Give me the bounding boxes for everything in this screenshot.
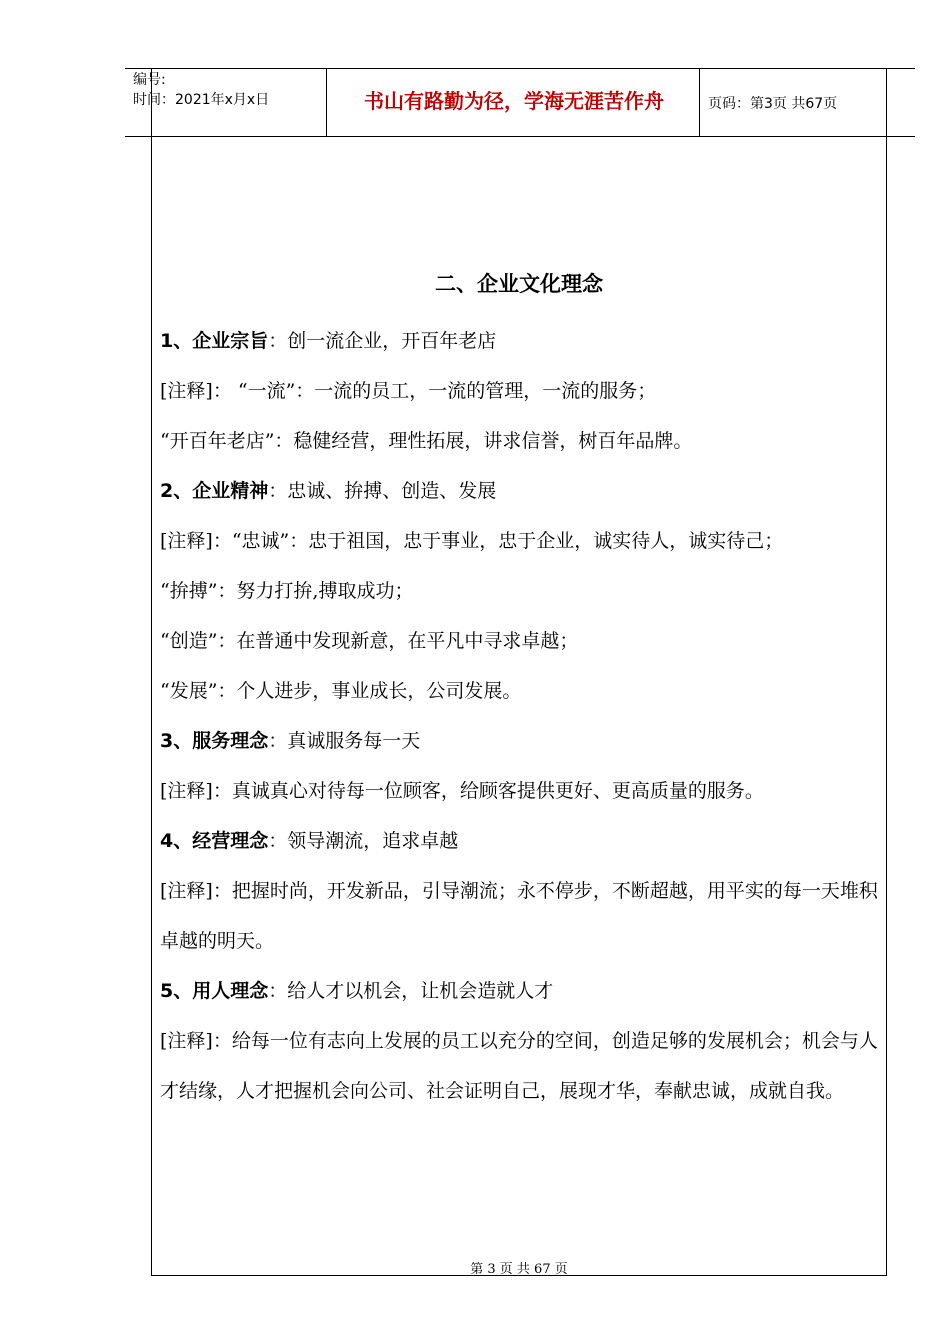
header-divider-left (326, 68, 327, 136)
paragraph (160, 316, 884, 366)
section-title: 二、企业文化理念 (435, 272, 603, 296)
item-text: ：给人才以机会，让机会造就人才 (268, 980, 554, 1002)
paragraph: [注释]： “一流”：一流的员工，一流的管理，一流的服务； (160, 380, 657, 402)
item-heading: 1、企业宗旨 (160, 330, 269, 352)
header-page-info: 页码：第3页 共67页 (708, 96, 838, 112)
item-text: ：真诚服务每一天 (268, 730, 421, 752)
paragraph (160, 966, 884, 1016)
item-text: ：忠诚、拚搏、创造、发展 (268, 480, 497, 502)
paragraph: [注释]：给每一位有志向上发展的员工以充分的空间，创造足够的发展机会；机会与人才结缘，人才把握机会向公司、社会证明自己，展现才华，奉献忠诚，成就自我。 (160, 1030, 878, 1102)
paragraph: [注释]：真诚真心对待每一位顾客，给顾客提供更好、更高质量的服务。 (160, 780, 764, 802)
item-heading: 3、服务理念 (160, 730, 269, 752)
paragraph (160, 816, 884, 866)
item-text: ：领导潮流，追求卓越 (268, 830, 459, 852)
item-heading: 4、经营理念 (160, 830, 269, 852)
paragraph: “发展”：个人进步，事业成长，公司发展。 (160, 680, 522, 702)
paragraph (160, 466, 884, 516)
header-top-rule (125, 68, 915, 69)
paragraph (160, 716, 884, 766)
paragraph: “创造”：在普通中发现新意，在平凡中寻求卓越； (160, 630, 579, 652)
paragraph: [注释]：把握时尚，开发新品，引导潮流；永不停步，不断超越，用平实的每一天堆积卓越的明天。 (160, 880, 878, 952)
item-text: ：创一流企业，开百年老店 (268, 330, 497, 352)
header-bottom-rule (125, 136, 915, 137)
header-motto: 书山有路勤为径，学海无涯苦作舟 (364, 89, 664, 113)
page-footer: 第 3 页 共 67 页 (470, 1262, 568, 1277)
header-divider-right (699, 68, 700, 136)
document-body (160, 316, 884, 1116)
paragraph: “开百年老店”：稳健经营，理性拓展，讲求信誉，树百年品牌。 (160, 430, 693, 452)
item-heading: 5、用人理念 (160, 980, 269, 1002)
item-heading: 2、企业精神 (160, 480, 269, 502)
header-meta (133, 70, 323, 110)
paragraph: [注释]：“忠诚”：忠于祖国，忠于事业，忠于企业，诚实待人，诚实待己； (160, 530, 784, 552)
time-label: 时间：2021年x月x日 (133, 92, 270, 108)
paragraph: “拚搏”：努力打拚,搏取成功； (160, 580, 414, 602)
code-label: 编号: (133, 72, 166, 88)
